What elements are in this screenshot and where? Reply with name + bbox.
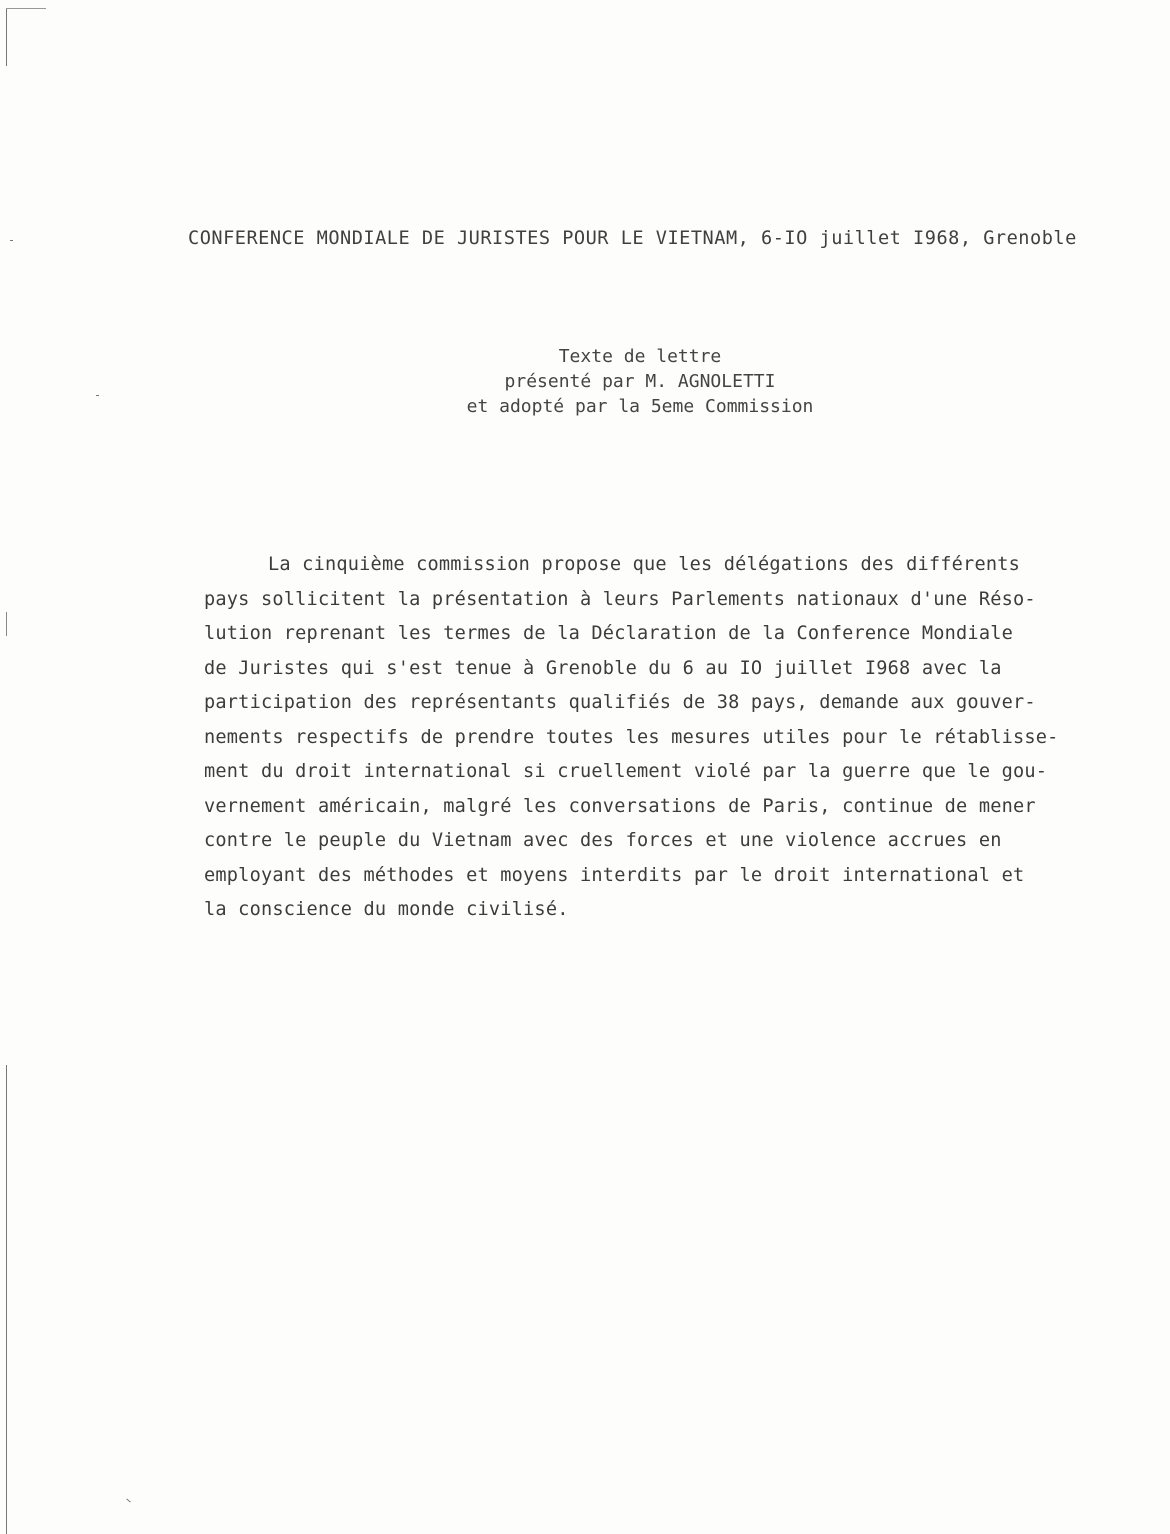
scan-edge-mark-bottom: [6, 1065, 7, 1534]
paragraph-line: ment du droit international si cruellement violé par la guerre que le gou-: [204, 761, 1048, 782]
paragraph-line: contre le peuple du Vietnam avec des forces et une violence accrues en: [204, 830, 1002, 851]
resolution-paragraph: [204, 548, 1164, 928]
subtitle-line: Texte de lettre: [558, 346, 722, 367]
paragraph-line: participation des représentants qualifiés de 38 pays, demande aux gouver-: [204, 692, 1036, 713]
paragraph-line: pays sollicitent la présentation à leurs Parlements nationaux d'une Réso-: [204, 588, 1036, 610]
paragraph-line: vernement américain, malgré les conversations de Paris, continue de mener: [204, 795, 1036, 817]
conference-header: CONFERENCE MONDIALE DE JURISTES POUR LE VIETNAM, 6-IO juillet I968, Grenoble: [188, 228, 1077, 249]
paragraph-line: de Juristes qui s'est tenue à Grenoble du 6 au IO juillet I968 avec la: [204, 657, 1002, 679]
document-subtitle: [0, 344, 1170, 419]
paragraph-line: nements respectifs de prendre toutes les mesures utiles pour le rétablisse-: [204, 726, 1059, 748]
scan-edge-mark-middle: [6, 612, 7, 636]
paragraph-line: La cinquième commission propose que les délégations des différents: [268, 554, 1021, 575]
paragraph-line: lution reprenant les termes de la Déclaration de la Conference Mondiale: [204, 623, 1014, 644]
scan-edge-mark-top-horizontal: [6, 8, 46, 9]
paragraph-line: la conscience du monde civilisé.: [204, 899, 569, 920]
subtitle-line: et adopté par la 5eme Commission: [466, 396, 814, 417]
paragraph-line: employant des méthodes et moyens interdits par le droit international et: [204, 864, 1025, 886]
subtitle-line: présenté par M. AGNOLETTI: [504, 371, 776, 392]
scan-speck: [126, 1499, 130, 1503]
scan-edge-mark-top: [6, 8, 7, 66]
scan-speck: [10, 240, 13, 241]
